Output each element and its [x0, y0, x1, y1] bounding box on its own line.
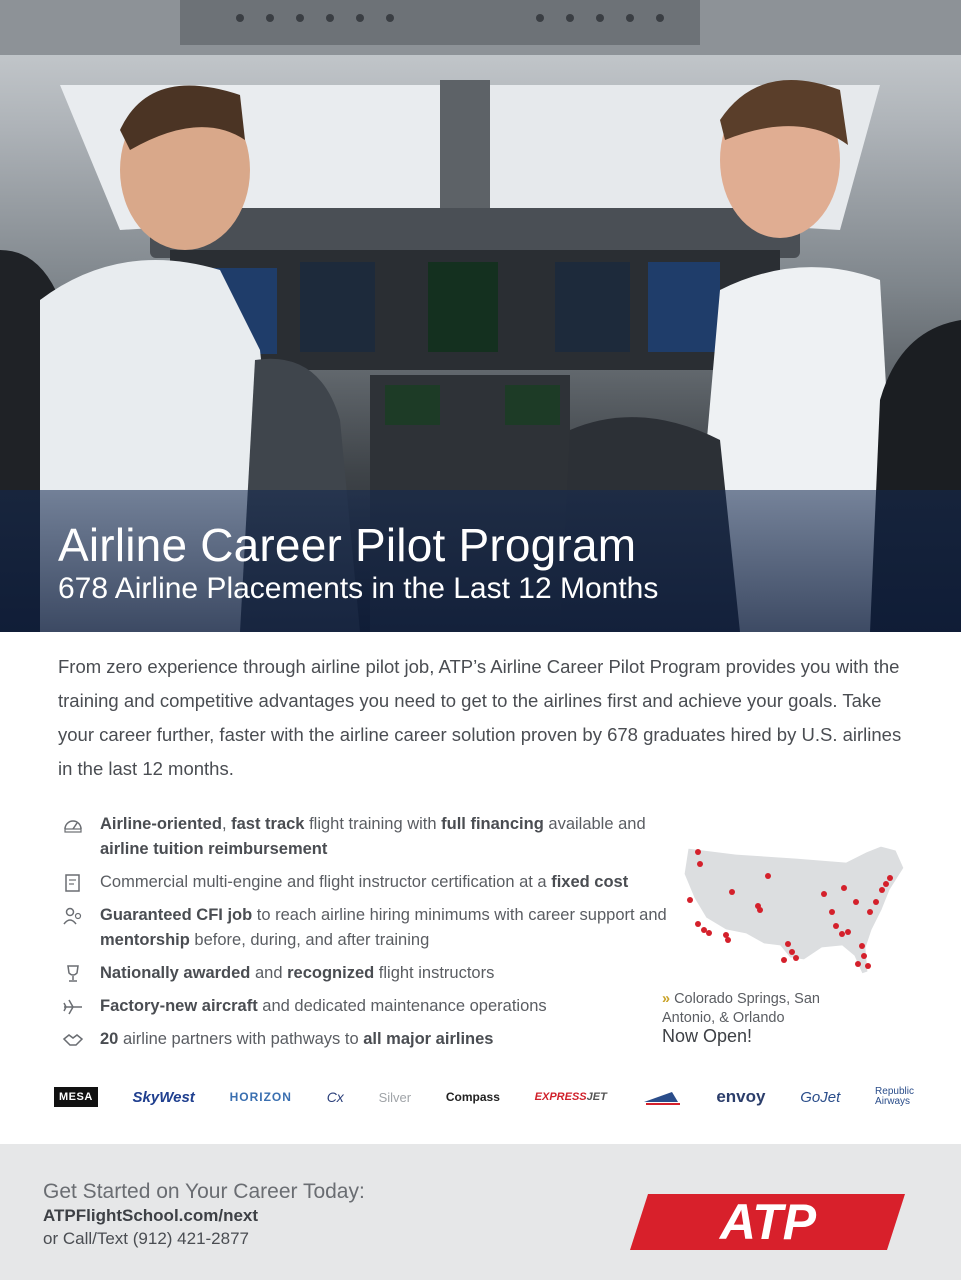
- feature-item: Factory-new aircraft and dedicated maintenance operations: [62, 994, 682, 1019]
- new-locations-note: » Colorado Springs, San Antonio, & Orlando: [662, 991, 820, 1026]
- gojet-logo: GoJet: [800, 1088, 841, 1106]
- certificate-icon: [62, 872, 84, 894]
- svg-text:ATP: ATP: [719, 1194, 817, 1250]
- feature-item: Nationally awarded and recognized flight instructors: [62, 961, 682, 986]
- feature-item: 20 airline partners with pathways to all major airlines: [62, 1027, 682, 1052]
- republic-logo: Republic Airways: [875, 1086, 914, 1107]
- commutair-logo: Cx: [326, 1089, 344, 1105]
- trophy-icon: [62, 963, 84, 985]
- phone-number[interactable]: or Call/Text (912) 421-2877: [43, 1229, 250, 1248]
- skywest-logo: SkyWest: [132, 1088, 195, 1106]
- website-link[interactable]: ATPFlightSchool.com/next: [43, 1206, 259, 1225]
- feature-list: [62, 812, 682, 1052]
- feature-item: Airline-oriented, fast track flight training with full financing available and airline tuition reimbursement: [62, 812, 682, 862]
- airline-wing-logo: [642, 1088, 682, 1106]
- us-locations-map: [676, 838, 916, 988]
- envoy-logo: envoy: [716, 1087, 766, 1106]
- atp-logo[interactable]: [630, 1194, 905, 1250]
- now-open-label: Now Open!: [662, 1026, 753, 1046]
- horizon-logo: HORIZON: [229, 1090, 292, 1104]
- chevron-icon: »: [662, 991, 671, 1007]
- cta-heading: Get Started on Your Career Today:: [43, 1180, 365, 1203]
- page-title: Airline Career Pilot Program: [58, 519, 637, 571]
- mentor-icon: [62, 905, 84, 927]
- silver-airways-logo: Silver: [378, 1089, 412, 1105]
- expressjet-logo: EXPRESSJET: [534, 1091, 607, 1103]
- page-subtitle: 678 Airline Placements in the Last 12 Months: [58, 572, 659, 605]
- feature-item: Guaranteed CFI job to reach airline hiring minimums with career support and mentorship before, during, and after training: [62, 903, 682, 953]
- hero-photo: [0, 0, 961, 632]
- handshake-icon: [62, 1029, 84, 1051]
- gauge-icon: [62, 814, 84, 836]
- feature-item: Commercial multi-engine and flight instructor certification at a fixed cost: [62, 870, 682, 895]
- airplane-icon: [62, 996, 84, 1018]
- partner-logos: [54, 1080, 914, 1114]
- compass-logo: Compass: [445, 1090, 500, 1104]
- intro-paragraph: From zero experience through airline pilot job, ATP’s Airline Career Pilot Program provides you with the training and competitive advantages you need to get to the airlines first and achieve your goals. Take your career further, faster with the airline career solution proven by 678 graduates hired by U.S. airlines in the last 12 months.: [58, 656, 902, 779]
- mesa-logo: MESA: [54, 1087, 98, 1107]
